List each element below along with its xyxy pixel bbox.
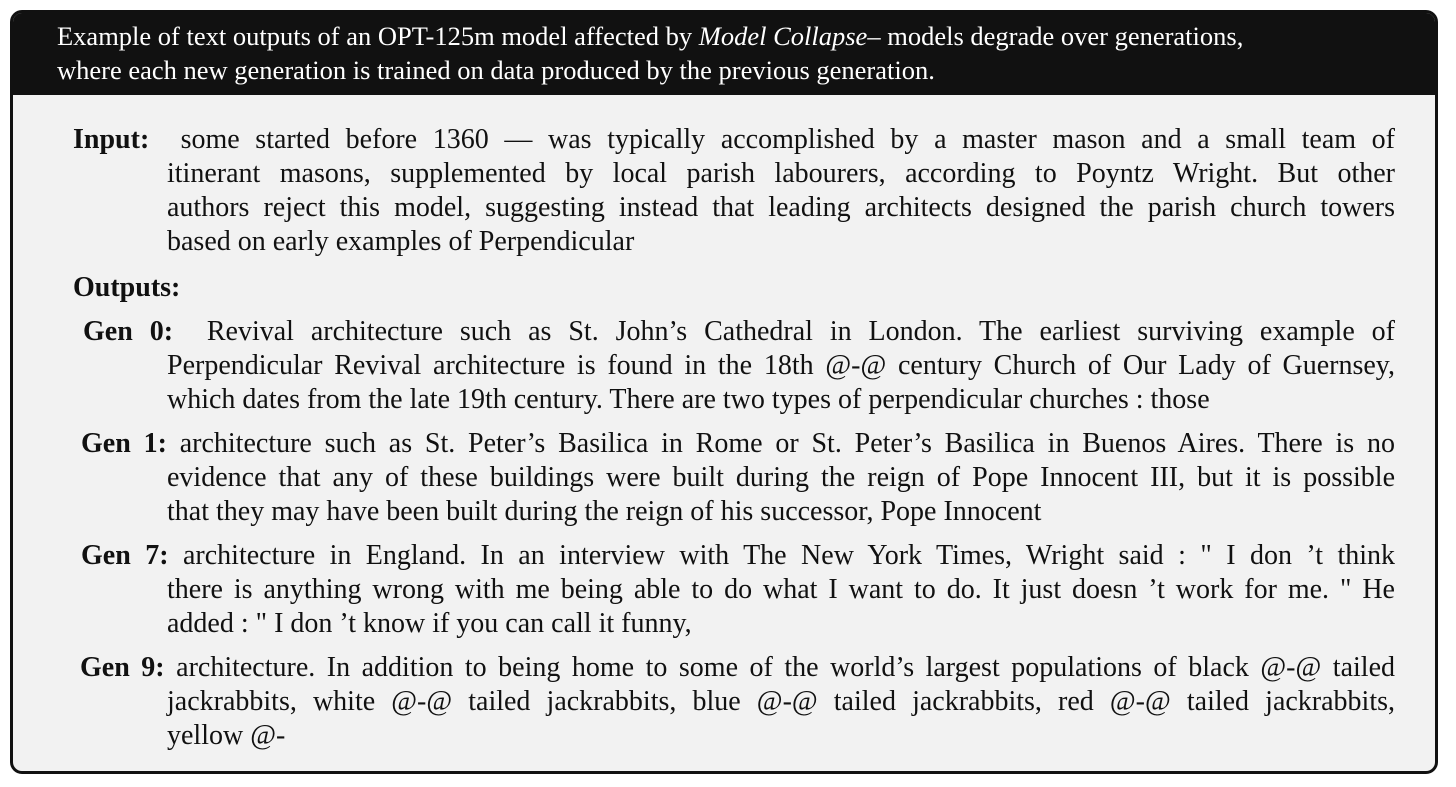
generation-label: Gen 0: xyxy=(83,316,174,347)
input-line: itinerant masons, supplemented by local parish labourers, according to Poyntz Wright. But other xyxy=(167,158,1395,189)
figure-caption-header xyxy=(13,13,1435,95)
generation-line: jackrabbits, white @-@ tailed jackrabbits, blue @-@ tailed jackrabbits, red @-@ tailed jackrabbits, xyxy=(167,686,1395,717)
generation-label: Gen 9: xyxy=(80,652,165,683)
caption-text: Example of text outputs of an OPT-125m model affected by xyxy=(57,21,699,51)
generation-line: Perpendicular Revival architecture is found in the 18th @-@ century Church of Our Lady of Guernsey, xyxy=(167,350,1395,381)
generation-entry-gen-9 xyxy=(80,651,1395,753)
generation-entry-gen-7 xyxy=(81,539,1395,641)
generation-line: evidence that any of these buildings were built during the reign of Pope Innocent III, but it is possible xyxy=(167,462,1395,493)
generation-text: architecture. In addition to being home to some of the world’s largest populations of black @-@ tailed xyxy=(176,652,1395,683)
example-figure-box xyxy=(10,10,1438,774)
generation-line: there is anything wrong with me being able to do what I want to do. It just doesn ’t work for me. " He xyxy=(167,574,1395,605)
generation-line xyxy=(81,539,1395,573)
generation-text: architecture such as St. Peter’s Basilica in Rome or St. Peter’s Basilica in Buenos Aires. There is no xyxy=(179,428,1395,459)
generation-line: added : " I don ’t know if you can call it funny, xyxy=(167,608,692,639)
generation-entry-gen-0 xyxy=(83,315,1395,417)
generation-entry-gen-1 xyxy=(81,427,1395,529)
generation-line: which dates from the late 19th century. There are two types of perpendicular churches : those xyxy=(167,384,1210,415)
caption-italic-term: Model Collapse xyxy=(698,21,868,51)
figure-body xyxy=(13,95,1435,771)
caption-line-2: where each new generation is trained on data produced by the previous generation. xyxy=(57,55,935,85)
input-entry xyxy=(73,123,1395,259)
input-label: Input: xyxy=(73,124,150,155)
generation-label: Gen 1: xyxy=(81,428,167,459)
caption-line-1 xyxy=(57,19,1415,53)
input-text: some started before 1360 — was typically accomplished by a master mason and a small team of xyxy=(180,124,1395,155)
input-line: based on early examples of Perpendicular xyxy=(167,226,635,257)
caption-text: – models degrade over generations, xyxy=(867,21,1244,51)
generation-text: Revival architecture such as St. John’s Cathedral in London. The earliest surviving example of xyxy=(206,316,1395,347)
input-line xyxy=(73,123,1395,157)
generation-label: Gen 7: xyxy=(81,540,169,571)
generation-line: that they may have been built during the reign of his successor, Pope Innocent xyxy=(167,496,1042,527)
generation-line: yellow @- xyxy=(167,720,286,751)
generation-line xyxy=(80,651,1395,685)
generation-line xyxy=(83,315,1395,349)
generation-text: architecture in England. In an interview with The New York Times, Wright said : " I don ’t think xyxy=(183,540,1395,571)
outputs-label: Outputs: xyxy=(73,272,181,303)
generation-line xyxy=(81,427,1395,461)
input-line: authors reject this model, suggesting instead that leading architects designed the parish church towers xyxy=(167,192,1395,223)
